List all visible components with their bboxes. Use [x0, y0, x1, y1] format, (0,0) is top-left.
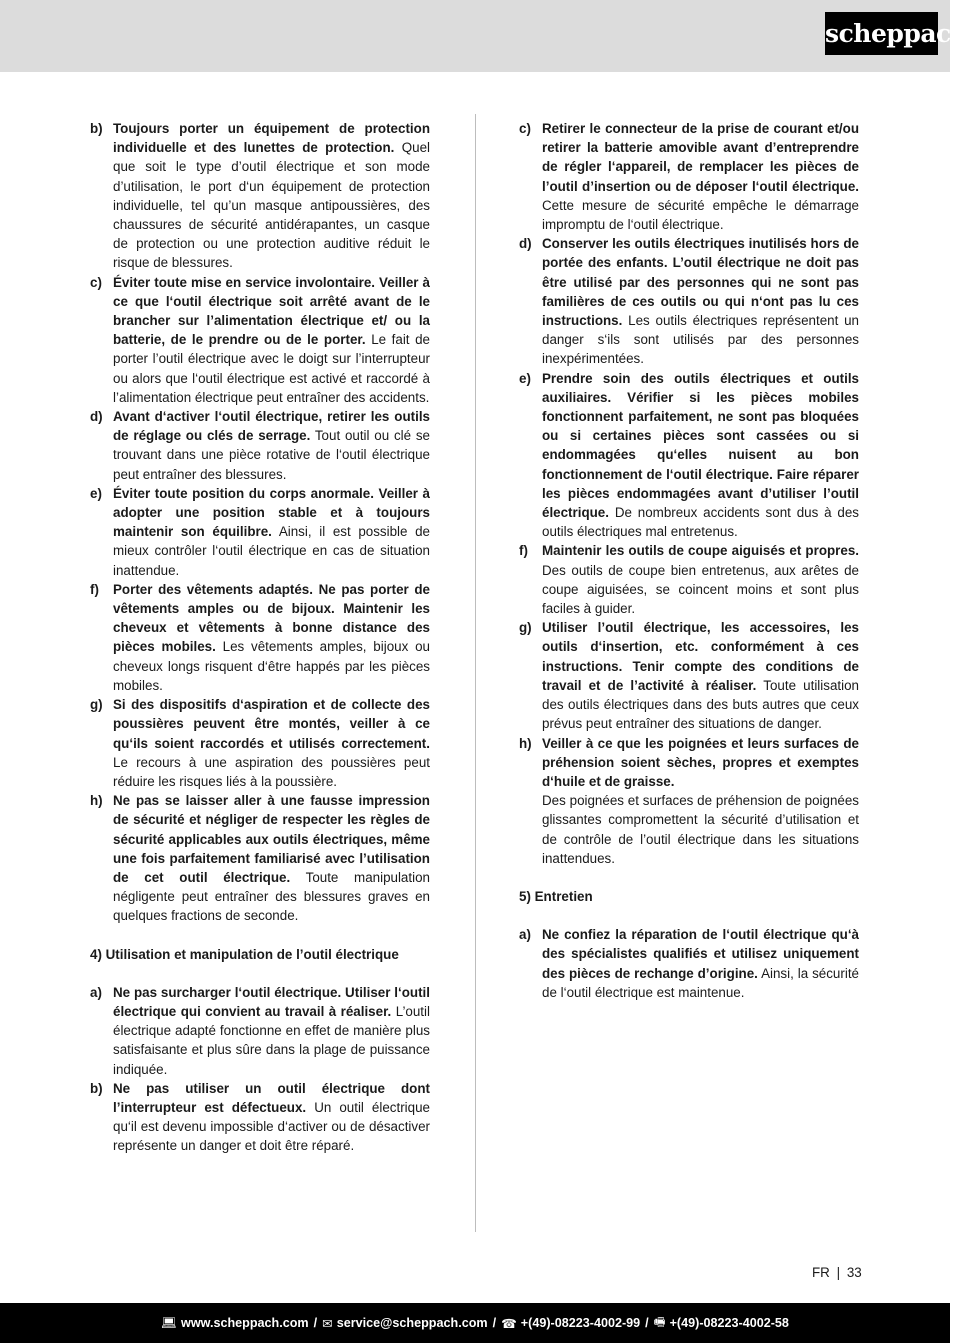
item-body: Des outils de coupe bien entretenus, aux arêtes de coupe aiguisées, se coincent moins et sont plus faciles à guider. [542, 562, 859, 617]
page-number [812, 1265, 862, 1280]
item-letter: c) [519, 121, 531, 136]
item-letter: e) [90, 485, 102, 501]
item-letter: d) [90, 409, 103, 425]
laptop-icon: 💻︎ [161, 1315, 178, 1330]
list-item [90, 119, 430, 273]
item-body: Le fait de porter l’outil électrique avec le doigt sur l’interrupteur ou alors que l‘outil électrique est activé et raccordé à l’alimentation électrique peut entraîner des accidents. [113, 332, 430, 405]
item-body: Ainsi, il est possible de mieux contrôler l‘outil électrique en cas de situation inattendue. [113, 524, 431, 578]
phone-icon: ☎︎ [501, 1316, 517, 1331]
item-lead: Maintenir les outils de coupe aiguisés et propres. [542, 543, 859, 559]
item-body: Quel que soit le type d’outil électrique et son mode d’utilisation, le port d‘un équipement de protection individuelle, tel qu’un masque antipoussières, des chaussures de sécurité antidérapantes, un casque de protection ou une protection auditive réduit le risque de blessures. [113, 140, 430, 271]
list-item [519, 119, 859, 234]
list-item [90, 580, 430, 695]
item-lead: Ne pas se laisser aller à une fausse impression de sécurité et négliger de respecter les règles de sécurité applicables aux outils électriques, même une fois parfaitement familiarisé avec l’utilisation de cet outil électrique. [113, 793, 430, 885]
item-letter: h) [519, 735, 532, 751]
item-letter: g) [519, 620, 532, 636]
item-lead: Ne confiez la réparation de l‘outil électrique qu‘à des spécialistes qualifiés et utilisez uniquement des pièces de rechange d’origine. [542, 927, 859, 981]
list-item [90, 273, 430, 407]
list-item [519, 734, 859, 868]
list-item [519, 369, 859, 542]
footer-phone: +(49)-08223-4002-99 [520, 1316, 641, 1330]
item-letter: b) [90, 121, 103, 136]
footer-website[interactable]: www.scheppach.com [181, 1316, 309, 1330]
item-lead: Prendre soin des outils électriques et outils auxiliaires. Vérifier si les pièces mobiles fonctionnent parfaitement, ne sont pas bloquées ou si certaines pièces sont cassées ou si endommagées qu‘elles nuisent au bon fonctionnement de l‘outil électrique. Faire réparer les pièces endommagées avant d’utiliser l’outil électrique. [542, 370, 859, 521]
list-item [90, 484, 430, 580]
item-body: Le recours à une aspiration des poussières peut réduire les risques liés à la poussière. [113, 754, 430, 789]
list-item [519, 618, 859, 733]
item-body: Toute manipulation négligente peut entraîner des blessures graves en quelques fractions de seconde. [113, 869, 430, 924]
item-lead: Porter des vêtements adaptés. Ne pas porter de vêtements amples ou de bijoux. Maintenir les cheveux et vêtements à bonne distance des pièces mobiles. [113, 581, 430, 655]
list-item [519, 925, 859, 1002]
item-lead: Toujours porter un équipement de protection individuelle et des lunettes de protection. [113, 121, 430, 156]
item-body: Les vêtements amples, bijoux ou cheveux longs risquent d‘être happés par les pièces mobiles. [113, 639, 430, 693]
item-lead: Ne pas utiliser un outil électrique dont l’interrupteur est défectueux. [113, 1080, 430, 1115]
item-lead: Ne pas surcharger l‘outil électrique. Utiliser l‘outil électrique qui convient au travail à réaliser. [113, 984, 430, 1019]
list-item [90, 983, 430, 1079]
item-body: L’outil électrique adapté fonctionne en effet de manière plus satisfaisante et plus sûre dans la plage de puissance indiquée. [113, 1003, 430, 1077]
item-letter: a) [90, 984, 102, 1000]
right-column [519, 119, 859, 1002]
header-bar [0, 0, 968, 72]
item-letter: g) [90, 697, 103, 713]
section-heading: 5) Entretien [519, 888, 593, 904]
item-letter: h) [90, 793, 103, 809]
list-item [90, 695, 430, 791]
item-letter: f) [519, 543, 528, 559]
item-body: Cette mesure de sécurité empêche le démarrage impromptu de l‘outil électrique. [542, 197, 859, 233]
item-body: Ainsi, la sécurité de l‘outil électrique est maintenue. [542, 965, 859, 1000]
left-column [90, 119, 430, 1156]
footer-separator: / [492, 1316, 497, 1330]
item-lead: Veiller à ce que les poignées et leurs surfaces de préhension soient sèches, propres et exemptes d‘huile et de graisse. [542, 735, 859, 789]
scheppach-logo: scheppach [825, 12, 938, 55]
item-body: De nombreux accidents sont dus à des outils électriques mal entretenus. [542, 505, 859, 540]
list-item [90, 1079, 430, 1156]
item-lead: Conserver les outils électriques inutilisés hors de portée des enfants. L’outil électrique ne doit pas être utilisé par des personnes qui ne sont pas familières de ces outils ou qui n‘ont pas lu ces instructions. [542, 236, 859, 329]
section-heading: 4) Utilisation et manipulation de l’outil électrique [90, 946, 399, 962]
item-body: Un outil électrique qu‘il est devenu impossible d‘activer ou de désactiver représente un danger et doit être réparé. [113, 1099, 430, 1154]
list-item [90, 791, 430, 925]
item-lead: Retirer le connecteur de la prise de courant et/ou retirer la batterie amovible avant d’entreprendre de régler l‘appareil, de remplacer les pièces de l’outil d’insertion ou de déposer l‘outil électrique. [542, 121, 859, 194]
item-lead: Si des dispositifs d‘aspiration et de collecte des poussières peuvent être montés, veiller à ce qu‘ils soient raccordés et utilisés correctement. [113, 697, 430, 751]
item-body: Les outils électriques représentent un danger s‘ils sont utilisés par des personnes inexpérimentées. [542, 313, 859, 367]
item-lead: Éviter toute position du corps anormale. Veiller à adopter une position stable et à toujours maintenir son équilibre. [113, 485, 430, 540]
item-letter: a) [519, 927, 531, 943]
item-body: Des poignées et surfaces de préhension de poignées glissantes compromettent la sécurité d’utilisation et de contrôle de l’outil électrique dans les situations inattendues. [542, 793, 859, 866]
footer-separator: / [313, 1316, 318, 1330]
item-letter: c) [90, 274, 102, 290]
item-letter: d) [519, 236, 532, 252]
item-letter: e) [519, 370, 531, 386]
footer-email[interactable]: service@scheppach.com [336, 1316, 488, 1330]
footer-separator: / [645, 1316, 649, 1330]
envelope-icon: ✉︎ [322, 1316, 333, 1331]
list-item [519, 541, 859, 618]
item-letter: b) [90, 1080, 103, 1096]
column-divider [475, 114, 476, 1232]
item-body: Tout outil ou clé se trouvant dans une pièce rotative de l‘outil électrique peut entraîner des blessures. [113, 428, 430, 482]
page-language: FR [812, 1265, 830, 1280]
fax-icon: 🖷︎ [653, 1314, 666, 1329]
item-body: Toute utilisation des outils électriques dans des buts autres que ceux prévus peut entraîner des situations de danger. [542, 677, 859, 732]
page-number-value: 33 [846, 1265, 862, 1280]
item-lead: Avant d‘activer l‘outil électrique, retirer les outils de réglage ou clés de serrage. [113, 409, 430, 444]
item-lead: Utiliser l’outil électrique, les accessoires, les outils d‘insertion, etc. conformément à ces instructions. Tenir compte des conditions de travail et de l’activité à réaliser. [542, 620, 859, 693]
page-separator: | [836, 1265, 841, 1280]
footer-bar [0, 1303, 950, 1343]
footer-fax: +(49)-08223-4002-58 [669, 1316, 789, 1330]
item-letter: f) [90, 581, 99, 597]
list-item [519, 234, 859, 368]
item-lead: Éviter toute mise en service involontaire. Veiller à ce que l‘outil électrique soit arrêté avant de le brancher sur l’alimentation électrique et/ ou la batterie, de le prendre ou de le porter. [113, 274, 430, 348]
list-item [90, 407, 430, 484]
